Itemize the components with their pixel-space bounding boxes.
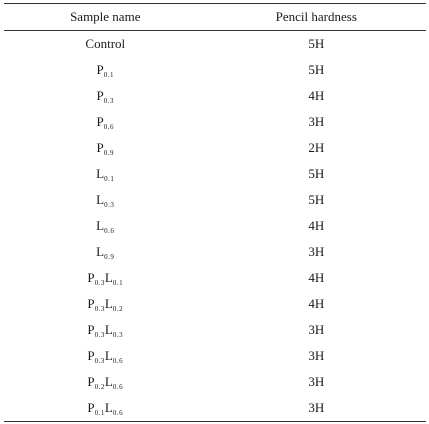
sample-subscript: 0.6 [112, 408, 124, 417]
table-row [4, 239, 426, 265]
sample-letter: P [96, 61, 104, 77]
sample-letter: L [96, 217, 105, 233]
sample-name-cell [4, 291, 207, 317]
sample-letter: L [96, 191, 105, 207]
sample-letter: L [104, 295, 113, 311]
sample-letter: L [96, 165, 105, 181]
table-row [4, 317, 426, 343]
header-pencil-hardness: Pencil hardness [207, 4, 426, 31]
table-row [4, 343, 426, 369]
sample-name-cell [4, 135, 207, 161]
sample-subscript: 0.3 [94, 278, 105, 287]
sample-name-cell [4, 343, 207, 369]
sample-letter: P [87, 269, 95, 285]
sample-letter: Control [85, 36, 126, 51]
sample-name-cell [4, 187, 207, 213]
sample-name-cell [4, 265, 207, 291]
pencil-hardness-cell: 4H [308, 296, 325, 311]
sample-letter: L [104, 347, 113, 363]
pencil-hardness-cell: 5H [308, 62, 325, 77]
sample-subscript: 0.6 [104, 226, 115, 235]
sample-letter: L [104, 321, 113, 337]
pencil-hardness-cell: 2H [308, 140, 325, 155]
table-row [4, 395, 426, 422]
sample-subscript: 0.3 [104, 200, 115, 209]
sample-subscript: 0.9 [104, 252, 115, 261]
table-row [4, 135, 426, 161]
table-row [4, 369, 426, 395]
sample-letter: L [104, 399, 113, 415]
pencil-hardness-cell: 4H [308, 218, 325, 233]
table-row [4, 187, 426, 213]
pencil-hardness-cell: 4H [308, 270, 325, 285]
sample-subscript: 0.6 [112, 382, 124, 391]
sample-subscript: 0.3 [103, 96, 115, 105]
pencil-hardness-cell: 3H [207, 395, 426, 422]
sample-subscript: 0.1 [94, 408, 105, 417]
sample-letter: P [87, 295, 95, 311]
table-row [4, 57, 426, 83]
sample-subscript: 0.3 [94, 356, 105, 365]
sample-name-cell [4, 239, 207, 265]
pencil-hardness-cell: 3H [308, 374, 325, 389]
sample-letter: L [104, 373, 113, 389]
sample-name-cell [4, 213, 207, 239]
table-header [4, 4, 426, 31]
sample-subscript: 0.3 [112, 330, 124, 339]
pencil-hardness-cell: 3H [308, 322, 325, 337]
sample-subscript: 0.6 [103, 122, 115, 131]
sample-letter: P [96, 113, 104, 129]
sample-name-cell [4, 317, 207, 343]
sample-letter: L [104, 269, 113, 285]
pencil-hardness-cell: 3H [308, 348, 325, 363]
pencil-hardness-cell: 5H [308, 166, 325, 181]
table-row [4, 213, 426, 239]
sample-name-cell [4, 161, 207, 187]
sample-name-cell [4, 31, 207, 58]
sample-subscript: 0.2 [112, 304, 124, 313]
sample-letter: P [96, 139, 104, 155]
sample-subscript: 0.3 [94, 330, 105, 339]
sample-letter: P [96, 87, 104, 103]
sample-name-cell [4, 83, 207, 109]
header-sample-name: Sample name [4, 4, 207, 31]
pencil-hardness-cell: 5H [308, 192, 325, 207]
sample-letter: P [87, 399, 95, 415]
table-row [4, 291, 426, 317]
sample-name-cell [4, 395, 207, 422]
sample-letter: P [87, 321, 95, 337]
sample-subscript: 0.1 [104, 174, 115, 183]
pencil-hardness-cell: 4H [308, 88, 325, 103]
sample-subscript: 0.3 [94, 304, 105, 313]
sample-letter: P [87, 347, 95, 363]
sample-name-cell [4, 57, 207, 83]
table-row [4, 83, 426, 109]
pencil-hardness-cell: 3H [308, 244, 325, 259]
header-row [4, 4, 426, 31]
sample-subscript: 0.1 [103, 70, 115, 79]
sample-letter: P [87, 373, 95, 389]
sample-subscript: 0.6 [112, 356, 124, 365]
pencil-hardness-cell: 5H [308, 36, 325, 51]
sample-name-cell [4, 369, 207, 395]
sample-letter: L [96, 243, 105, 259]
table-row [4, 109, 426, 135]
table-row [4, 265, 426, 291]
sample-subscript: 0.1 [112, 278, 124, 287]
sample-name-cell [4, 109, 207, 135]
table-row [4, 31, 426, 58]
pencil-hardness-cell: 3H [308, 114, 325, 129]
table-body [4, 31, 426, 422]
sample-subscript: 0.9 [103, 148, 115, 157]
pencil-hardness-table [4, 3, 426, 422]
sample-subscript: 0.2 [94, 382, 105, 391]
table-row [4, 161, 426, 187]
pencil-hardness-table-container [4, 3, 426, 422]
